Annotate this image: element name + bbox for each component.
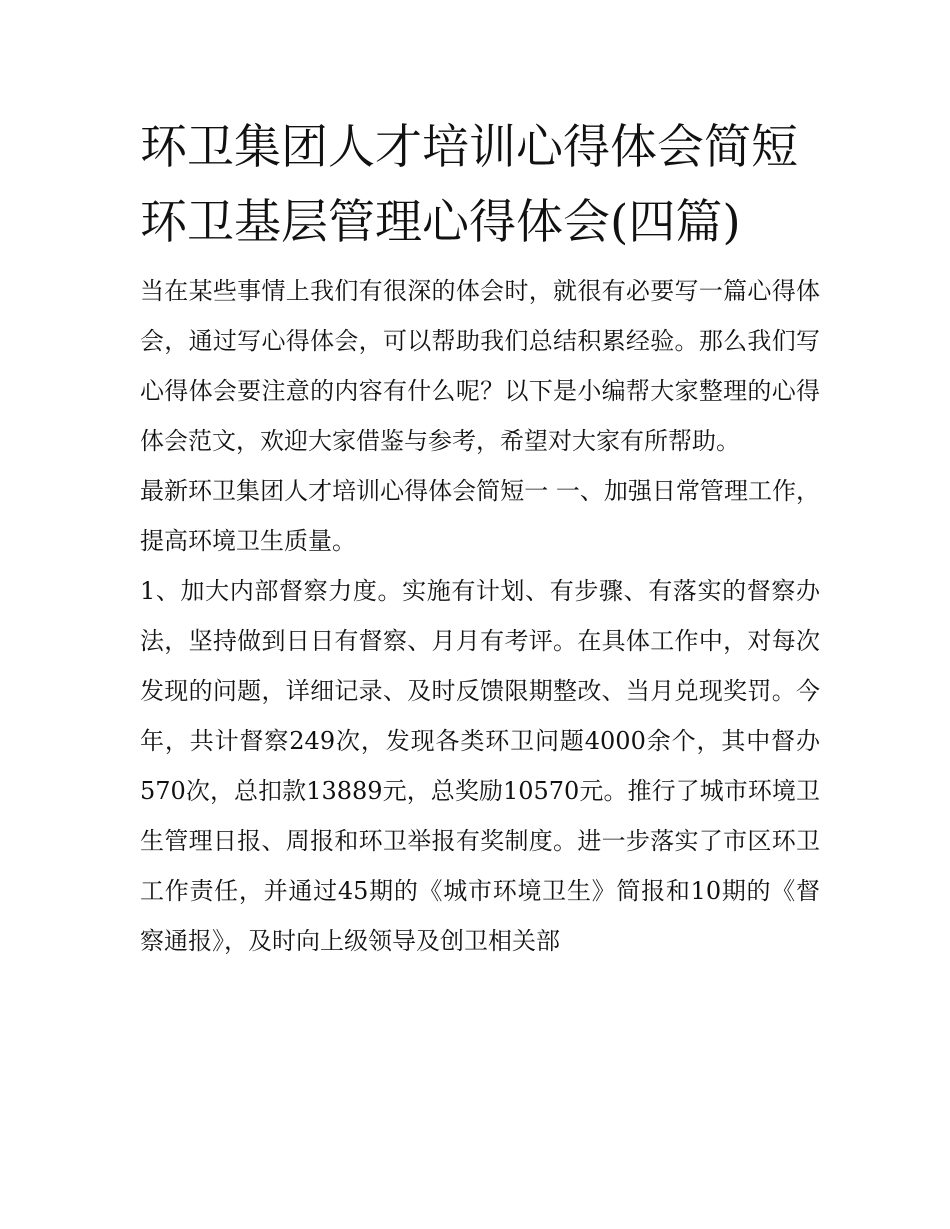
intro-paragraph: 当在某些事情上我们有很深的体会时，就很有必要写一篇心得体会，通过写心得体会，可以帮助我们总结积累经验。那么我们写心得体会要注意的内容有什么呢？以下是小编帮大家整理的心得体会范文，欢迎大家借鉴与参考，希望对大家有所帮助。 <box>140 277 820 455</box>
document-body <box>140 110 820 966</box>
document-title: 环卫集团人才培训心得体会简短 环卫基层管理心得体会(四篇) <box>140 120 798 250</box>
section-heading-paragraph: 最新环卫集团人才培训心得体会简短一 一、加强日常管理工作，提高环境卫生质量。 <box>140 477 820 555</box>
body-paragraph: 1、加大内部督察力度。实施有计划、有步骤、有落实的督察办法，坚持做到日日有督察、月月有考评。在具体工作中，对每次发现的问题，详细记录、及时反馈限期整改、当月兑现奖罚。今年，共计督察249次，发现各类环卫问题4000余个，其中督办570次，总扣款13889元，总奖励10570元。推行了城市环境卫生管理日报、周报和环卫举报有奖制度。进一步落实了市区环卫工作责任，并通过45期的《城市环境卫生》简报和10期的《督察通报》，及时向上级领导及创卫相关部 <box>140 577 820 955</box>
